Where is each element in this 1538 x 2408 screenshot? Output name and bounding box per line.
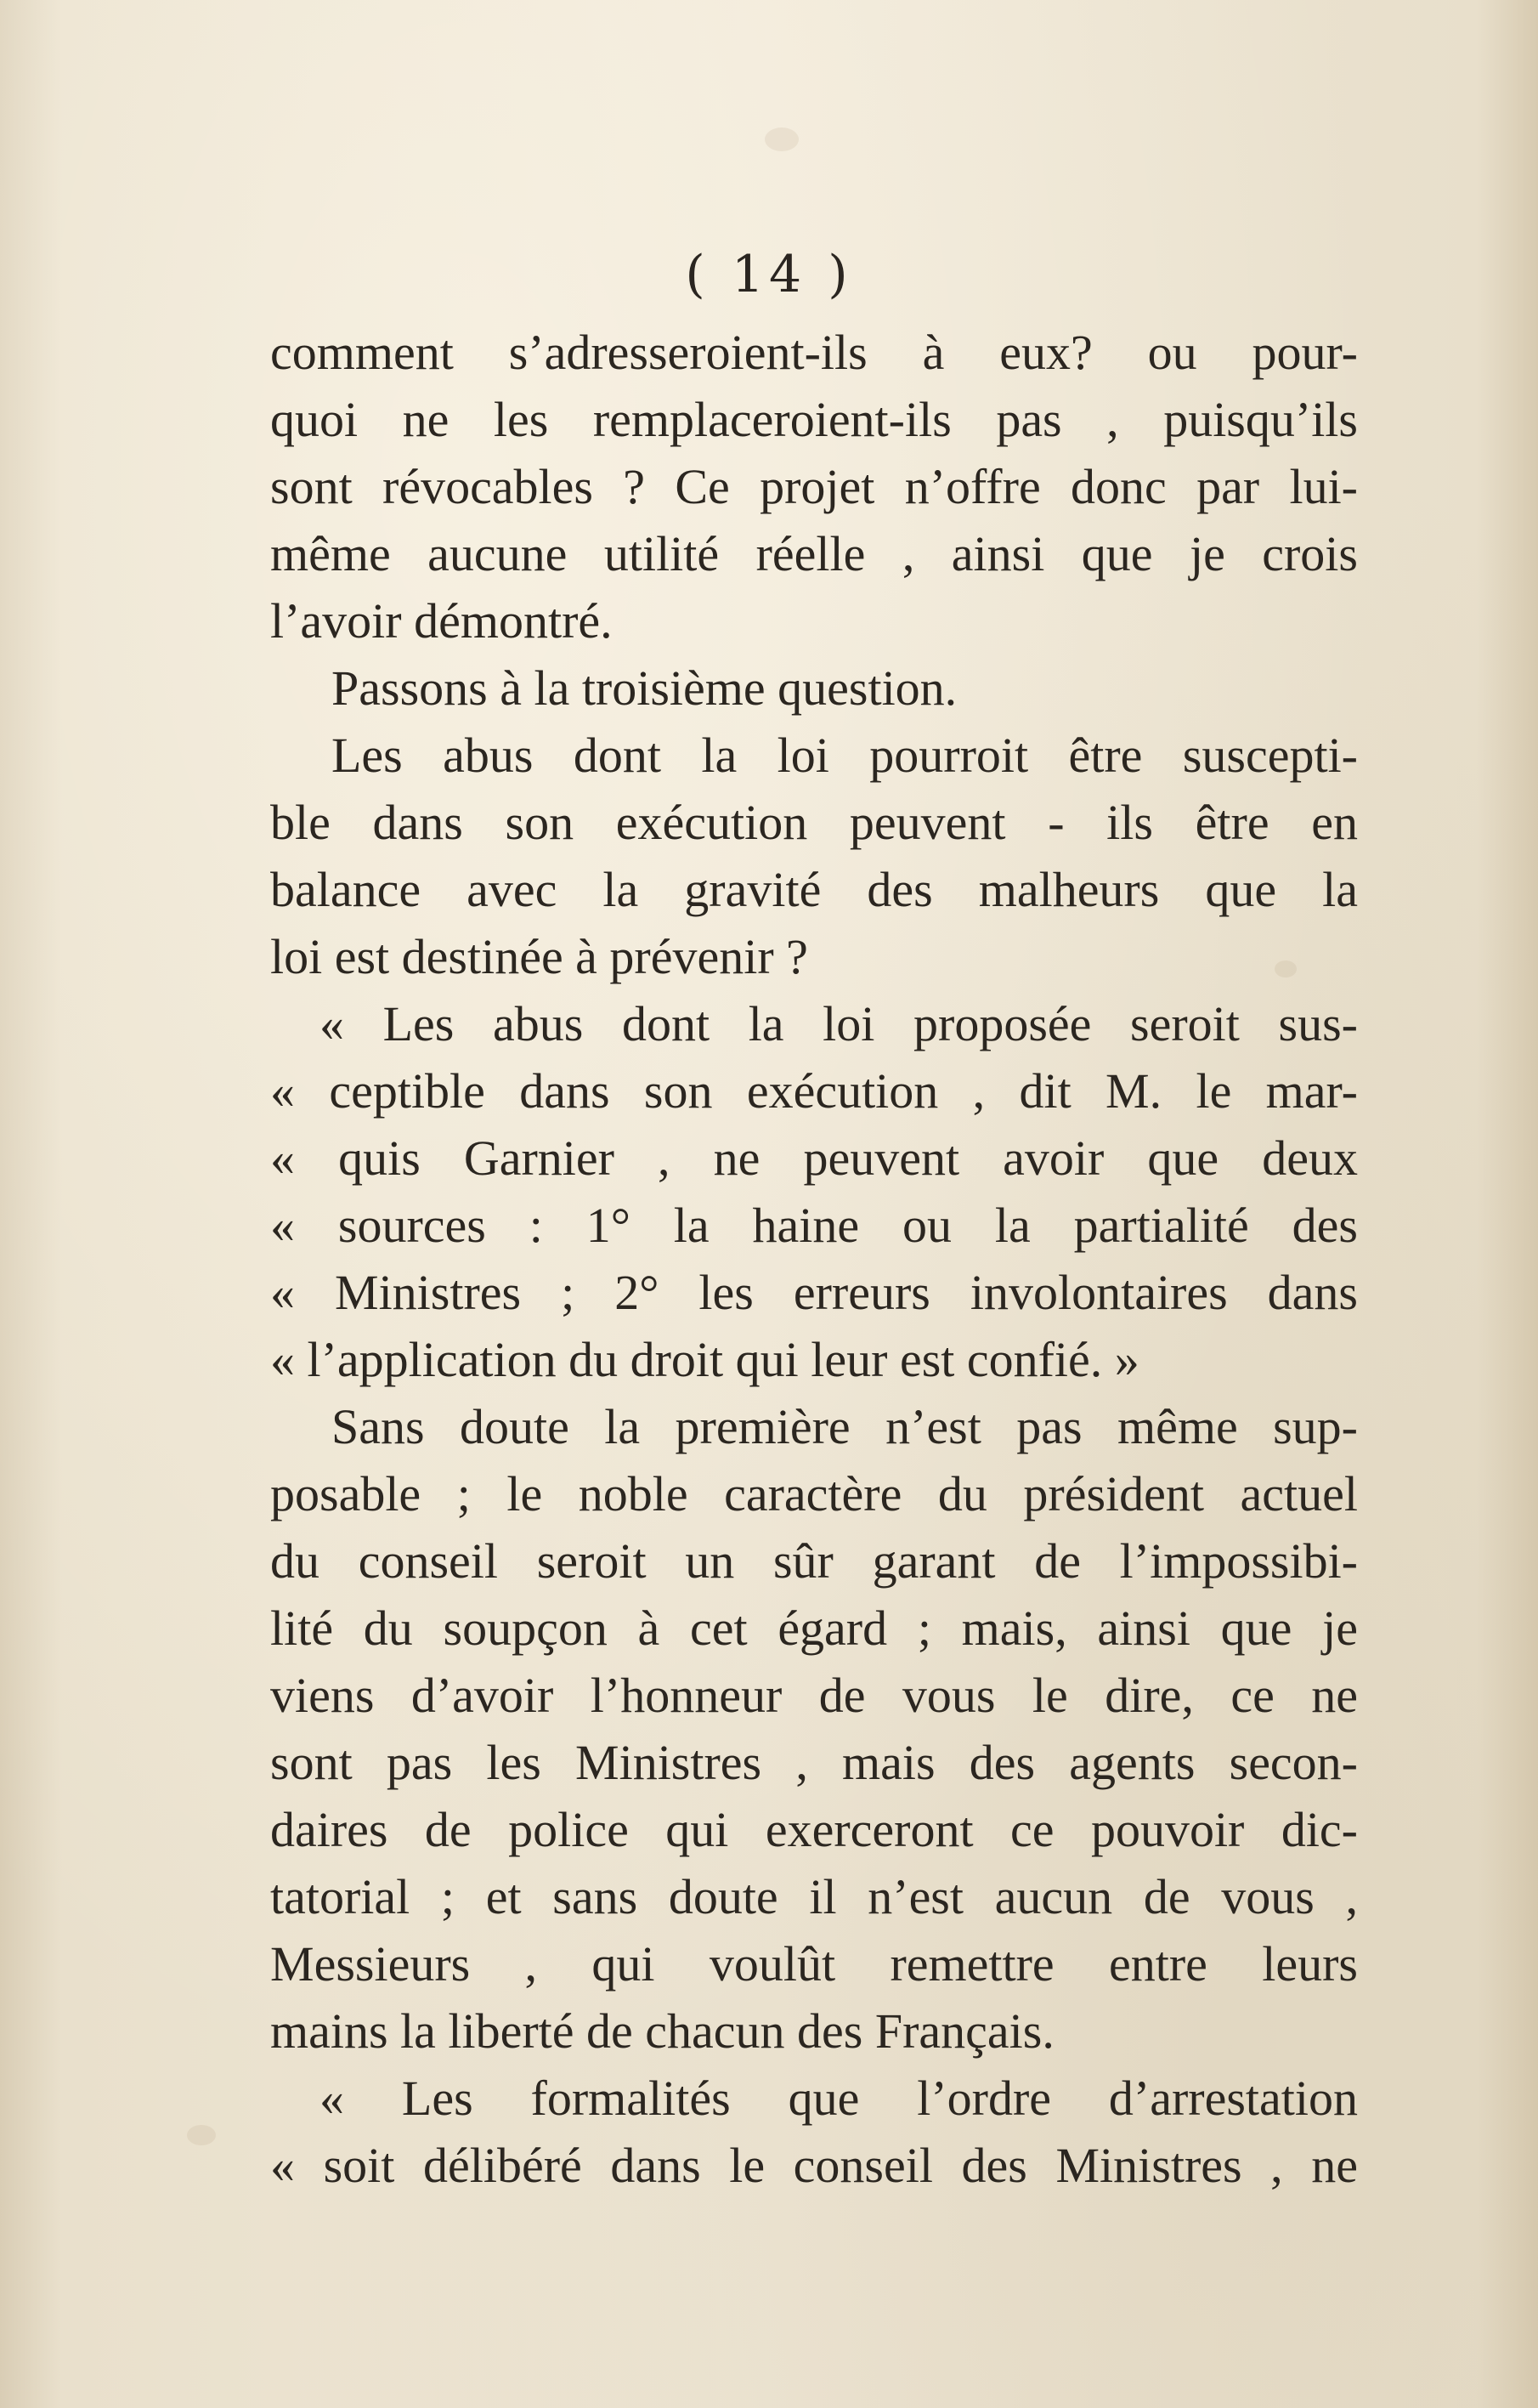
text-line: même aucune utilité réelle , ainsi que je crois [270, 526, 1358, 581]
text-line: Sans doute la première n’est pas même sup- [331, 1399, 1358, 1454]
text-line: « soit délibéré dans le conseil des Ministres , ne [270, 2138, 1358, 2193]
text-line: quoi ne les remplaceroient-ils pas , puisqu’ils [270, 392, 1358, 447]
text-line: tatorial ; et sans doute il n’est aucun de vous , [270, 1869, 1358, 1924]
text-line: daires de police qui exerceront ce pouvoir dic- [270, 1802, 1358, 1857]
text-line: sont pas les Ministres , mais des agents secon- [270, 1735, 1358, 1790]
text-line: « quis Garnier , ne peuvent avoir que deux [270, 1130, 1358, 1186]
text-line: loi est destinée à prévenir ? [270, 929, 808, 984]
text-line: l’avoir démontré. [270, 593, 613, 649]
text-line: « Ministres ; 2° les erreurs involontaires dans [270, 1265, 1358, 1320]
text-line: mains la liberté de chacun des Français. [270, 2003, 1055, 2059]
text-line: posable ; le noble caractère du président actuel [270, 1466, 1358, 1521]
text-line: Les abus dont la loi pourroit être suscepti- [331, 728, 1358, 783]
text-line: « Les abus dont la loi proposée seroit sus- [319, 996, 1358, 1051]
text-line: du conseil seroit un sûr garant de l’impossibi- [270, 1533, 1358, 1589]
paper-stain [765, 127, 799, 151]
text-line: « l’application du droit qui leur est confié. » [270, 1332, 1139, 1387]
paper-stain [187, 2125, 216, 2145]
text-line: viens d’avoir l’honneur de vous le dire, ce ne [270, 1668, 1358, 1723]
text-line: ble dans son exécution peuvent - ils être en [270, 795, 1358, 850]
text-line: lité du soupçon à cet égard ; mais, ainsi que je [270, 1601, 1358, 1656]
text-line: « sources : 1° la haine ou la partialité des [270, 1198, 1358, 1253]
text-line: comment s’adresseroient-ils à eux? ou pour- [270, 325, 1358, 380]
text-line: sont révocables ? Ce projet n’offre donc par lui- [270, 459, 1358, 514]
page-number: ( 14 ) [685, 245, 853, 304]
text-line: « Les formalités que l’ordre d’arrestation [319, 2071, 1358, 2126]
text-line: « ceptible dans son exécution , dit M. le mar- [270, 1063, 1358, 1119]
body-text [270, 319, 1358, 2199]
text-line: Messieurs , qui voulût remettre entre leurs [270, 1936, 1358, 1992]
text-line: balance avec la gravité des malheurs que la [270, 862, 1358, 917]
text-line: Passons à la troisième question. [331, 660, 958, 716]
